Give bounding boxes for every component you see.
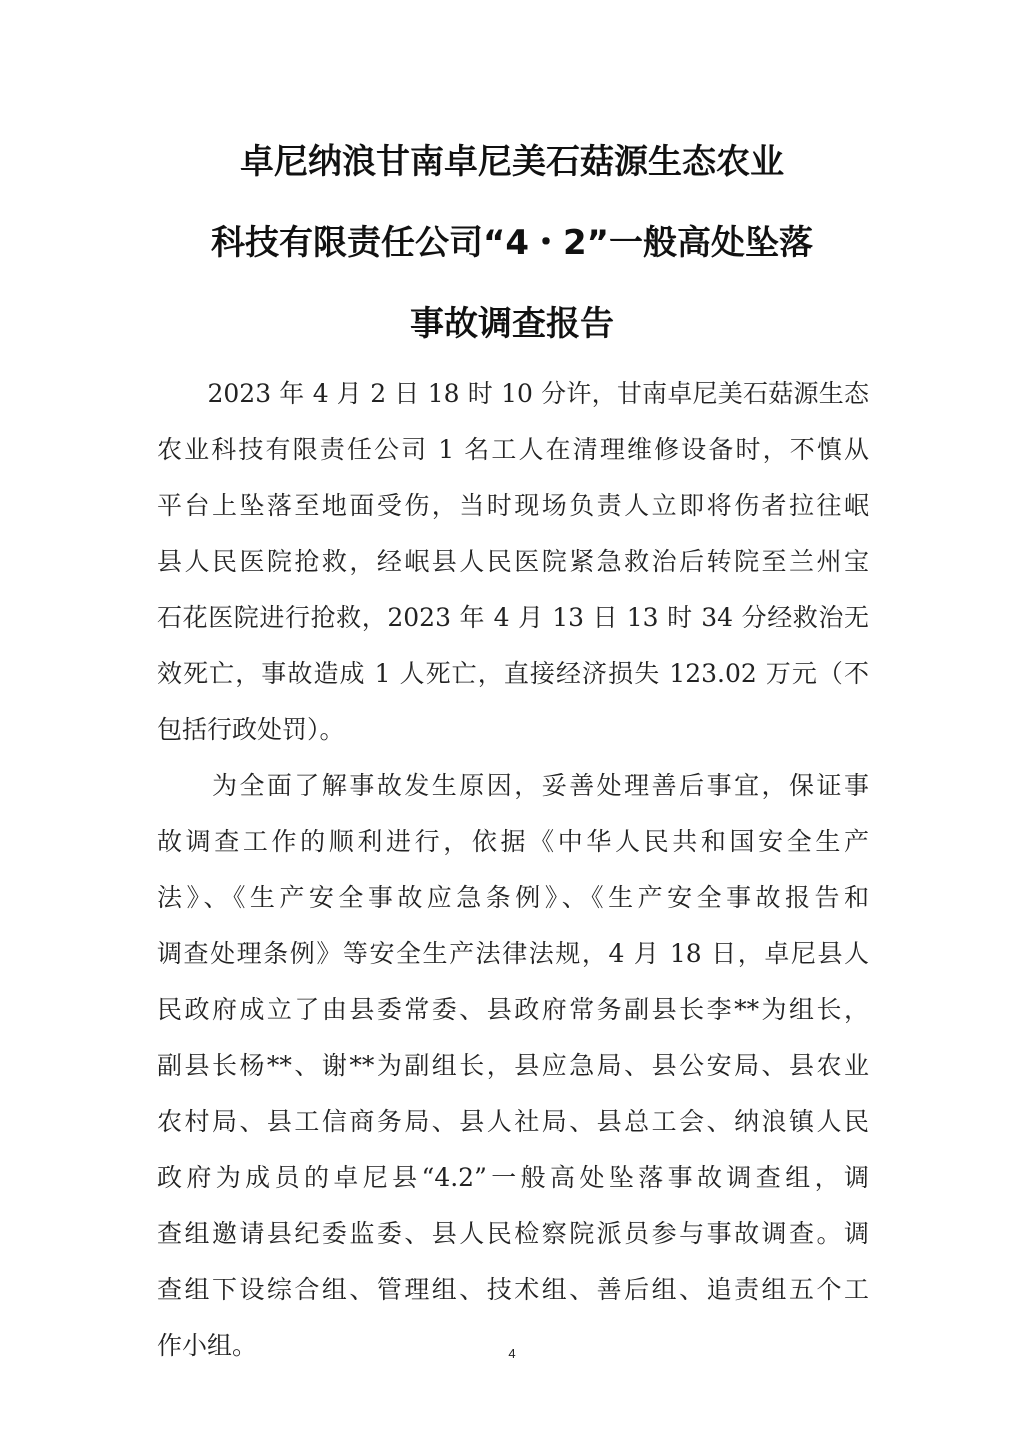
paragraph-1-line: 农业科技有限责任公司 1 名工人在清理维修设备时，不慎从 <box>157 435 869 464</box>
report-title-line-1: 卓尼纳浪甘南卓尼美石菇源生态农业 <box>240 142 784 182</box>
paragraph-2-line: 法》、《生产安全事故应急条例》、《生产安全事故报告和 <box>157 883 869 912</box>
paragraph-2-line: 调查处理条例》等安全生产法律法规，4 月 18 日，卓尼县人 <box>157 939 869 968</box>
paragraph-1-line: 县人民医院抢救，经岷县人民医院紧急救治后转院至兰州宝 <box>157 547 869 576</box>
paragraph-1-line: 平台上坠落至地面受伤，当时现场负责人立即将伤者拉往岷 <box>157 491 869 520</box>
paragraph-2-line: 查组邀请县纪委监委、县人民检察院派员参与事故调查。调 <box>157 1219 869 1248</box>
paragraph-2-line: 政府为成员的卓尼县“4.2”一般高处坠落事故调查组，调 <box>157 1163 869 1192</box>
paragraph-1-line: 效死亡，事故造成 1 人死亡，直接经济损失 123.02 万元（不 <box>157 659 869 688</box>
paragraph-2-line: 民政府成立了由县委常委、县政府常务副县长李**为组长， <box>157 995 869 1024</box>
paragraph-2-line: 副县长杨**、谢**为副组长，县应急局、县公安局、县农业 <box>157 1051 869 1080</box>
paragraph-2-line: 查组下设综合组、管理组、技术组、善后组、追责组五个工 <box>157 1275 869 1304</box>
paragraph-1-line: 包括行政处罚）。 <box>157 715 345 744</box>
paragraph-2-line: 作小组。 <box>157 1331 258 1360</box>
paragraph-2-line: 为全面了解事故发生原因，妥善处理善后事宜，保证事 <box>157 771 869 800</box>
report-title-line-3: 事故调查报告 <box>410 304 614 344</box>
paragraph-1-line: 2023 年 4 月 2 日 18 时 10 分许，甘南卓尼美石菇源生态 <box>157 379 869 408</box>
page-number: 4 <box>508 1346 516 1361</box>
paragraph-2-line: 故调查工作的顺利进行，依据《中华人民共和国安全生产 <box>157 827 869 856</box>
report-title-line-2: 科技有限责任公司“4・2”一般高处坠落 <box>210 223 813 263</box>
paragraph-2-line: 农村局、县工信商务局、县人社局、县总工会、纳浪镇人民 <box>157 1107 869 1136</box>
paragraph-1-line: 石花医院进行抢救，2023 年 4 月 13 日 13 时 34 分经救治无 <box>157 603 869 632</box>
